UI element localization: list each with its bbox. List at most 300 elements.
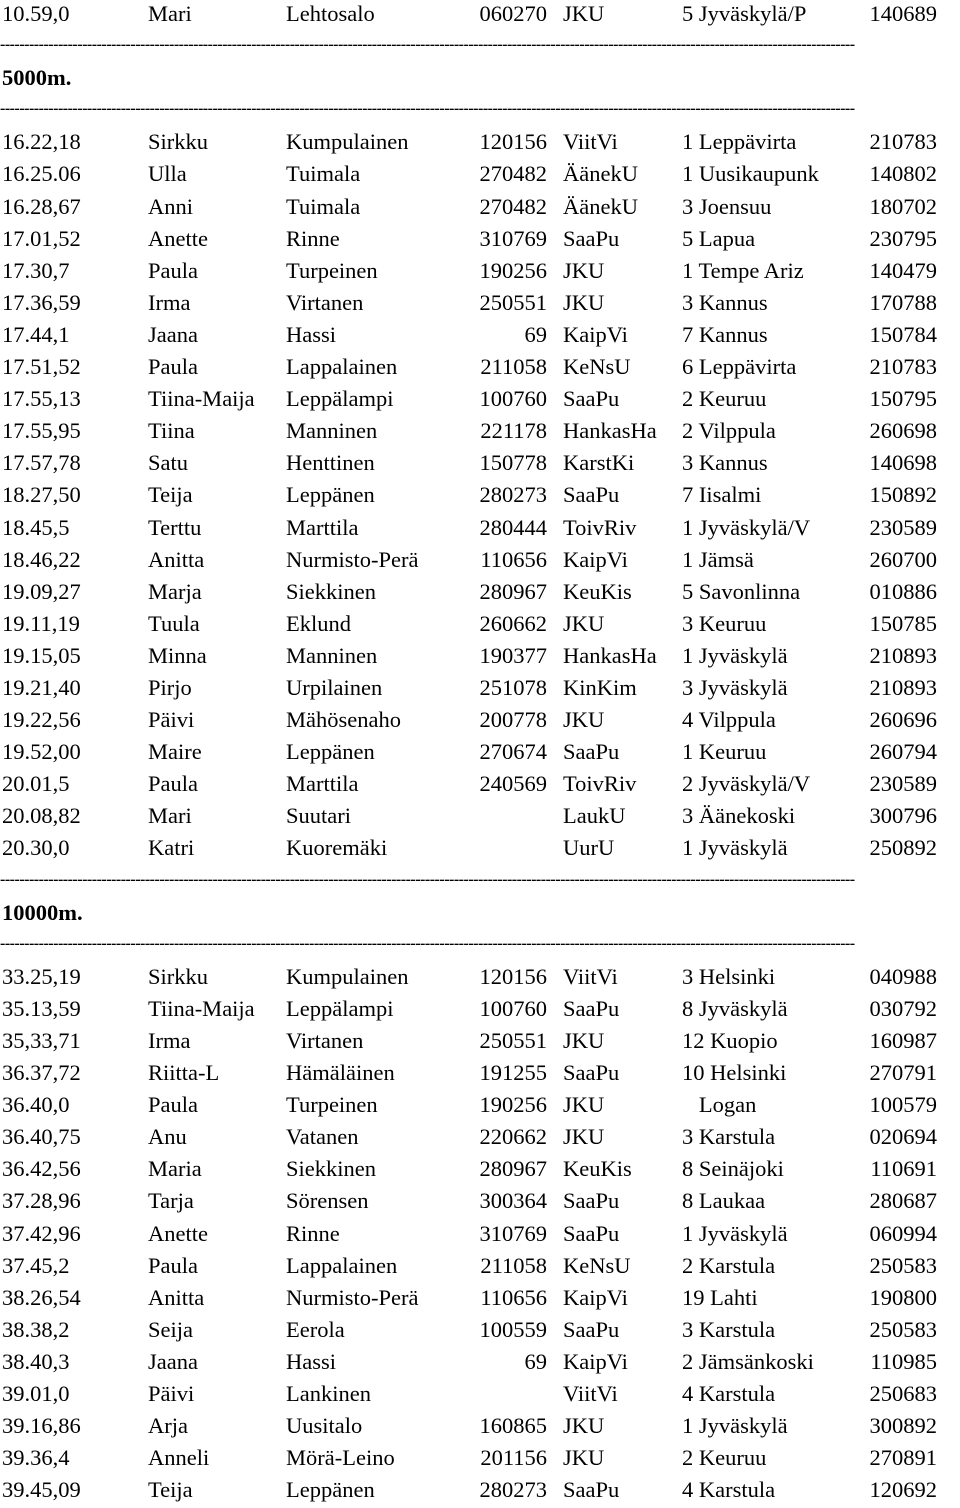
birth-date: 69 xyxy=(524,1348,547,1374)
competition-date: 140479 xyxy=(869,257,937,283)
result-time: 18.45,5 xyxy=(2,514,70,540)
separator-line: --------------------------------------------------------------------------------------------------------------------------------------------------------------------------------- xyxy=(0,37,855,54)
competition-date: 300892 xyxy=(869,1413,937,1439)
first-name: Maria xyxy=(148,1156,202,1182)
last-name: Hassi xyxy=(286,321,336,347)
first-name: Irma xyxy=(148,289,191,315)
result-row xyxy=(0,0,960,32)
birth-date: 211058 xyxy=(480,354,547,380)
result-time: 38.26,54 xyxy=(2,1284,81,1310)
competition-date: 180702 xyxy=(869,193,937,219)
result-time: 38.40,3 xyxy=(2,1348,70,1374)
club: KinKim xyxy=(563,674,637,700)
last-name: Urpilainen xyxy=(286,674,383,700)
last-name: Virtanen xyxy=(286,289,364,315)
first-name: Päivi xyxy=(148,1381,195,1407)
result-row xyxy=(0,193,960,225)
club: ToivRiv xyxy=(563,514,637,540)
club: KaipVi xyxy=(563,1348,628,1374)
place-and-venue: 7 Kannus xyxy=(682,321,768,347)
club: KarstKi xyxy=(563,450,635,476)
competition-date: 020694 xyxy=(869,1124,937,1150)
first-name: Tiina-Maija xyxy=(148,386,255,412)
result-time: 16.28,67 xyxy=(2,193,81,219)
place-and-venue: 1 Jyväskylä xyxy=(682,835,788,861)
club: KaipVi xyxy=(563,321,628,347)
place-and-venue: 1 Uusikaupunk xyxy=(682,161,819,187)
competition-date: 260794 xyxy=(869,739,937,765)
place-and-venue: 3 Jyväskylä xyxy=(682,674,788,700)
club: KeNsU xyxy=(563,1252,631,1278)
result-row xyxy=(0,257,960,289)
place-and-venue: 10 Helsinki xyxy=(682,1060,787,1086)
place-and-venue: 8 Laukaa xyxy=(682,1188,766,1214)
competition-date: 210893 xyxy=(869,674,937,700)
last-name: Marttila xyxy=(286,771,359,797)
place-and-venue: 8 Seinäjoki xyxy=(682,1156,784,1182)
result-row xyxy=(0,578,960,610)
result-time: 37.28,96 xyxy=(2,1188,81,1214)
competition-date: 170788 xyxy=(869,289,937,315)
competition-date: 210783 xyxy=(869,354,937,380)
first-name: Anneli xyxy=(148,1445,210,1471)
competition-date: 010886 xyxy=(869,578,937,604)
place-and-venue: 1 Jyväskylä xyxy=(682,642,788,668)
last-name: Sörensen xyxy=(286,1188,369,1214)
last-name: Hassi xyxy=(286,1348,336,1374)
last-name: Siekkinen xyxy=(286,578,376,604)
result-time: 37.42,96 xyxy=(2,1220,81,1246)
result-row xyxy=(0,1380,960,1412)
competition-date: 300796 xyxy=(869,803,937,829)
first-name: Tarja xyxy=(148,1188,194,1214)
result-row xyxy=(0,963,960,995)
club: ToivRiv xyxy=(563,771,637,797)
first-name: Tiina-Maija xyxy=(148,995,255,1021)
result-row xyxy=(0,128,960,160)
place-and-venue: 1 Keuruu xyxy=(682,739,767,765)
club: JKU xyxy=(563,289,605,315)
result-row xyxy=(0,834,960,866)
competition-date: 270891 xyxy=(869,1445,937,1471)
first-name: Jaana xyxy=(148,1348,198,1374)
place-and-venue: 1 Jämsä xyxy=(682,546,754,572)
first-name: Tuula xyxy=(148,610,200,636)
competition-date: 250683 xyxy=(869,1381,937,1407)
place-and-venue: 1 Jyväskylä xyxy=(682,1413,788,1439)
birth-date: 191255 xyxy=(479,1060,547,1086)
competition-date: 120692 xyxy=(869,1477,937,1503)
club: KaipVi xyxy=(563,1284,628,1310)
first-name: Paula xyxy=(148,1252,198,1278)
result-row xyxy=(0,1027,960,1059)
birth-date: 201156 xyxy=(480,1445,547,1471)
last-name: Kumpulainen xyxy=(286,963,409,989)
result-time: 39.16,86 xyxy=(2,1413,81,1439)
place-and-venue: 1 Jyväskylä/V xyxy=(682,514,811,540)
last-name: Leppälampi xyxy=(286,995,394,1021)
result-time: 19.11,19 xyxy=(2,610,80,636)
birth-date: 100559 xyxy=(479,1316,547,1342)
result-row xyxy=(0,1476,960,1508)
result-row xyxy=(0,417,960,449)
section-heading-row xyxy=(0,64,960,96)
result-row xyxy=(0,674,960,706)
last-name: Leppänen xyxy=(286,739,375,765)
result-time: 20.08,82 xyxy=(2,803,81,829)
first-name: Satu xyxy=(148,450,189,476)
birth-date: 280444 xyxy=(479,514,547,540)
result-time: 17.55,95 xyxy=(2,418,81,444)
first-name: Marja xyxy=(148,578,202,604)
birth-date: 190256 xyxy=(479,1092,547,1118)
result-row xyxy=(0,514,960,546)
place-and-venue: 8 Jyväskylä xyxy=(682,995,788,1021)
result-row xyxy=(0,321,960,353)
last-name: Marttila xyxy=(286,514,359,540)
competition-date: 110985 xyxy=(870,1348,937,1374)
place-and-venue: 2 Jyväskylä/V xyxy=(682,771,811,797)
place-and-venue: 3 Helsinki xyxy=(682,963,776,989)
separator-line: --------------------------------------------------------------------------------------------------------------------------------------------------------------------------------- xyxy=(0,935,855,952)
birth-date: 100760 xyxy=(479,995,547,1021)
first-name: Irma xyxy=(148,1028,191,1053)
birth-date: 120156 xyxy=(479,963,547,989)
birth-date: 280273 xyxy=(479,482,547,508)
result-time: 16.22,18 xyxy=(2,129,81,155)
club: JKU xyxy=(563,1413,605,1439)
first-name: Minna xyxy=(148,642,207,668)
place-and-venue: 7 Iisalmi xyxy=(682,482,762,508)
club: HankasHa xyxy=(563,418,657,444)
result-row xyxy=(0,289,960,321)
birth-date: 310769 xyxy=(479,225,547,251)
club: SaaPu xyxy=(563,482,620,508)
last-name: Nurmisto-Perä xyxy=(286,546,419,572)
last-name: Leppänen xyxy=(286,482,375,508)
club: LaukU xyxy=(563,803,626,829)
last-name: Eklund xyxy=(286,610,351,636)
result-time: 18.46,22 xyxy=(2,546,81,572)
first-name: Jaana xyxy=(148,321,198,347)
result-row xyxy=(0,610,960,642)
club: JKU xyxy=(563,257,605,283)
club: SaaPu xyxy=(563,995,620,1021)
result-time: 17.57,78 xyxy=(2,450,81,476)
club: JKU xyxy=(563,610,605,636)
place-and-venue: 2 Vilppula xyxy=(682,418,776,444)
place-and-venue: 3 Karstula xyxy=(682,1124,776,1150)
birth-date: 280967 xyxy=(479,578,547,604)
first-name: Mari xyxy=(148,803,192,829)
club: JKU xyxy=(563,1092,605,1118)
result-time: 33.25,19 xyxy=(2,963,81,989)
competition-date: 150785 xyxy=(869,610,937,636)
result-time: 10.59,0 xyxy=(2,1,70,26)
first-name: Sirkku xyxy=(148,963,209,989)
competition-date: 060994 xyxy=(869,1220,937,1246)
first-name: Paula xyxy=(148,354,198,380)
place-and-venue: 4 Vilppula xyxy=(682,707,776,733)
result-time: 39.45,09 xyxy=(2,1477,81,1503)
result-time: 36.42,56 xyxy=(2,1156,81,1182)
competition-date: 250583 xyxy=(869,1252,937,1278)
separator-row xyxy=(0,96,960,128)
competition-date: 250892 xyxy=(869,835,937,861)
separator-row xyxy=(0,931,960,963)
result-row xyxy=(0,1220,960,1252)
place-and-venue: 3 Keuruu xyxy=(682,610,767,636)
birth-date: 310769 xyxy=(479,1220,547,1246)
birth-date: 211058 xyxy=(480,1252,547,1278)
section-heading: 5000m. xyxy=(2,65,72,91)
last-name: Virtanen xyxy=(286,1028,364,1053)
place-and-venue: 3 Äänekoski xyxy=(682,803,796,829)
result-time: 36.40,75 xyxy=(2,1124,81,1150)
result-row xyxy=(0,1091,960,1123)
result-row xyxy=(0,353,960,385)
place-and-venue: 2 Jämsänkoski xyxy=(682,1348,814,1374)
last-name: Kumpulainen xyxy=(286,129,409,155)
result-time: 17.55,13 xyxy=(2,386,81,412)
club: SaaPu xyxy=(563,1316,620,1342)
first-name: Paula xyxy=(148,1092,198,1118)
competition-date: 230589 xyxy=(869,514,937,540)
result-row xyxy=(0,1444,960,1476)
result-time: 17.51,52 xyxy=(2,354,81,380)
birth-date: 280273 xyxy=(479,1477,547,1503)
last-name: Eerola xyxy=(286,1316,345,1342)
club: JKU xyxy=(563,1124,605,1150)
result-row xyxy=(0,738,960,770)
result-time: 17.44,1 xyxy=(2,321,70,347)
birth-date: 270482 xyxy=(479,193,547,219)
birth-date: 300364 xyxy=(479,1188,547,1214)
birth-date: 251078 xyxy=(479,674,547,700)
competition-date: 210783 xyxy=(869,129,937,155)
first-name: Riitta-L xyxy=(148,1060,220,1086)
club: ViitVi xyxy=(563,963,618,989)
club: UurU xyxy=(563,835,615,861)
last-name: Lankinen xyxy=(286,1381,371,1407)
result-time: 16.25.06 xyxy=(2,161,81,187)
last-name: Henttinen xyxy=(286,450,375,476)
place-and-venue: 3 Joensuu xyxy=(682,193,772,219)
place-and-venue: 6 Leppävirta xyxy=(682,354,797,380)
first-name: Päivi xyxy=(148,707,195,733)
result-time: 19.09,27 xyxy=(2,578,81,604)
competition-date: 150784 xyxy=(869,321,937,347)
result-time: 20.01,5 xyxy=(2,771,70,797)
last-name: Lappalainen xyxy=(286,1252,398,1278)
result-time: 17.30,7 xyxy=(2,257,70,283)
last-name: Vatanen xyxy=(286,1124,359,1150)
competition-date: 260700 xyxy=(869,546,937,572)
result-row xyxy=(0,1187,960,1219)
club: ÄänekU xyxy=(563,193,638,219)
first-name: Anu xyxy=(148,1124,187,1150)
competition-date: 230589 xyxy=(869,771,937,797)
club: JKU xyxy=(563,1445,605,1471)
birth-date: 240569 xyxy=(479,771,547,797)
result-time: 19.15,05 xyxy=(2,642,81,668)
first-name: Katri xyxy=(148,835,195,861)
last-name: Leppälampi xyxy=(286,386,394,412)
birth-date: 260662 xyxy=(479,610,547,636)
result-time: 36.37,72 xyxy=(2,1060,81,1086)
club: JKU xyxy=(563,707,605,733)
result-time: 19.52,00 xyxy=(2,739,81,765)
place-and-venue: 5 Jyväskylä/P xyxy=(682,1,807,26)
place-and-venue: 4 Karstula xyxy=(682,1381,776,1407)
club: SaaPu xyxy=(563,1220,620,1246)
competition-date: 160987 xyxy=(869,1028,937,1053)
result-time: 35,33,71 xyxy=(2,1028,81,1053)
club: SaaPu xyxy=(563,739,620,765)
last-name: Suutari xyxy=(286,803,351,829)
last-name: Uusitalo xyxy=(286,1413,363,1439)
separator-row xyxy=(0,867,960,899)
birth-date: 250551 xyxy=(479,289,547,315)
club: ÄänekU xyxy=(563,161,638,187)
place-and-venue: 3 Karstula xyxy=(682,1316,776,1342)
first-name: Mari xyxy=(148,1,192,26)
birth-date: 120156 xyxy=(479,129,547,155)
club: KeuKis xyxy=(563,1156,632,1182)
first-name: Tiina xyxy=(148,418,195,444)
result-row xyxy=(0,160,960,192)
result-row xyxy=(0,706,960,738)
competition-date: 210893 xyxy=(869,642,937,668)
place-and-venue: 12 Kuopio xyxy=(682,1028,778,1053)
first-name: Terttu xyxy=(148,514,202,540)
competition-date: 040988 xyxy=(869,963,937,989)
first-name: Maire xyxy=(148,739,202,765)
result-row xyxy=(0,1059,960,1091)
competition-date: 150892 xyxy=(869,482,937,508)
place-and-venue: 5 Savonlinna xyxy=(682,578,801,604)
section-heading: 10000m. xyxy=(2,899,83,925)
result-time: 39.01,0 xyxy=(2,1381,70,1407)
birth-date: 250551 xyxy=(479,1028,547,1053)
last-name: Nurmisto-Perä xyxy=(286,1284,419,1310)
result-row xyxy=(0,1284,960,1316)
result-row xyxy=(0,1316,960,1348)
place-and-venue: Logan xyxy=(682,1092,757,1118)
place-and-venue: 4 Karstula xyxy=(682,1477,776,1503)
club: KeuKis xyxy=(563,578,632,604)
club: KaipVi xyxy=(563,546,628,572)
result-row xyxy=(0,1412,960,1444)
first-name: Pirjo xyxy=(148,674,192,700)
last-name: Kuoremäki xyxy=(286,835,388,861)
last-name: Rinne xyxy=(286,1220,340,1246)
place-and-venue: 2 Karstula xyxy=(682,1252,776,1278)
result-time: 19.21,40 xyxy=(2,674,81,700)
result-time: 35.13,59 xyxy=(2,995,81,1021)
result-row xyxy=(0,1252,960,1284)
result-row xyxy=(0,1123,960,1155)
last-name: Hämäläinen xyxy=(286,1060,395,1086)
club: SaaPu xyxy=(563,1188,620,1214)
birth-date: 160865 xyxy=(479,1413,547,1439)
competition-date: 260696 xyxy=(869,707,937,733)
competition-date: 270791 xyxy=(869,1060,937,1086)
place-and-venue: 19 Lahti xyxy=(682,1284,758,1310)
result-time: 18.27,50 xyxy=(2,482,81,508)
competition-date: 140689 xyxy=(869,1,937,26)
place-and-venue: 1 Leppävirta xyxy=(682,129,797,155)
competition-date: 140802 xyxy=(869,161,937,187)
result-row xyxy=(0,481,960,513)
separator-line: --------------------------------------------------------------------------------------------------------------------------------------------------------------------------------- xyxy=(0,101,855,118)
first-name: Anette xyxy=(148,225,208,251)
competition-date: 140698 xyxy=(869,450,937,476)
first-name: Ulla xyxy=(148,161,187,187)
club: HankasHa xyxy=(563,642,657,668)
birth-date: 100760 xyxy=(479,386,547,412)
competition-date: 030792 xyxy=(869,995,937,1021)
club: SaaPu xyxy=(563,386,620,412)
club: JKU xyxy=(563,1,605,26)
first-name: Anitta xyxy=(148,1284,205,1310)
club: SaaPu xyxy=(563,225,620,251)
first-name: Teija xyxy=(148,482,193,508)
last-name: Tuimala xyxy=(286,161,361,187)
club: ViitVi xyxy=(563,1381,618,1407)
result-time: 17.36,59 xyxy=(2,289,81,315)
result-row xyxy=(0,225,960,257)
result-time: 17.01,52 xyxy=(2,225,81,251)
first-name: Seija xyxy=(148,1316,193,1342)
result-row xyxy=(0,385,960,417)
place-and-venue: 3 Kannus xyxy=(682,289,768,315)
place-and-venue: 2 Keuruu xyxy=(682,1445,767,1471)
result-row xyxy=(0,449,960,481)
result-row xyxy=(0,1155,960,1187)
birth-date: 270482 xyxy=(479,161,547,187)
first-name: Sirkku xyxy=(148,129,209,155)
birth-date: 220662 xyxy=(479,1124,547,1150)
birth-date: 110656 xyxy=(480,1284,547,1310)
last-name: Tuimala xyxy=(286,193,361,219)
club: ViitVi xyxy=(563,129,618,155)
last-name: Mörä-Leino xyxy=(286,1445,395,1471)
competition-date: 280687 xyxy=(869,1188,937,1214)
club: KeNsU xyxy=(563,354,631,380)
place-and-venue: 2 Keuruu xyxy=(682,386,767,412)
competition-date: 100579 xyxy=(869,1092,937,1118)
last-name: Mähösenaho xyxy=(286,707,401,733)
birth-date: 060270 xyxy=(479,1,547,26)
first-name: Arja xyxy=(148,1413,188,1439)
result-time: 39.36,4 xyxy=(2,1445,70,1471)
result-row xyxy=(0,546,960,578)
first-name: Anni xyxy=(148,193,193,219)
last-name: Rinne xyxy=(286,225,340,251)
last-name: Manninen xyxy=(286,418,378,444)
competition-date: 110691 xyxy=(870,1156,937,1182)
birth-date: 270674 xyxy=(479,739,547,765)
place-and-venue: 1 Jyväskylä xyxy=(682,1220,788,1246)
competition-date: 190800 xyxy=(869,1284,937,1310)
place-and-venue: 5 Lapua xyxy=(682,225,756,251)
birth-date: 280967 xyxy=(479,1156,547,1182)
last-name: Turpeinen xyxy=(286,1092,378,1118)
birth-date: 110656 xyxy=(480,546,547,572)
birth-date: 221178 xyxy=(480,418,547,444)
club: JKU xyxy=(563,1028,605,1053)
